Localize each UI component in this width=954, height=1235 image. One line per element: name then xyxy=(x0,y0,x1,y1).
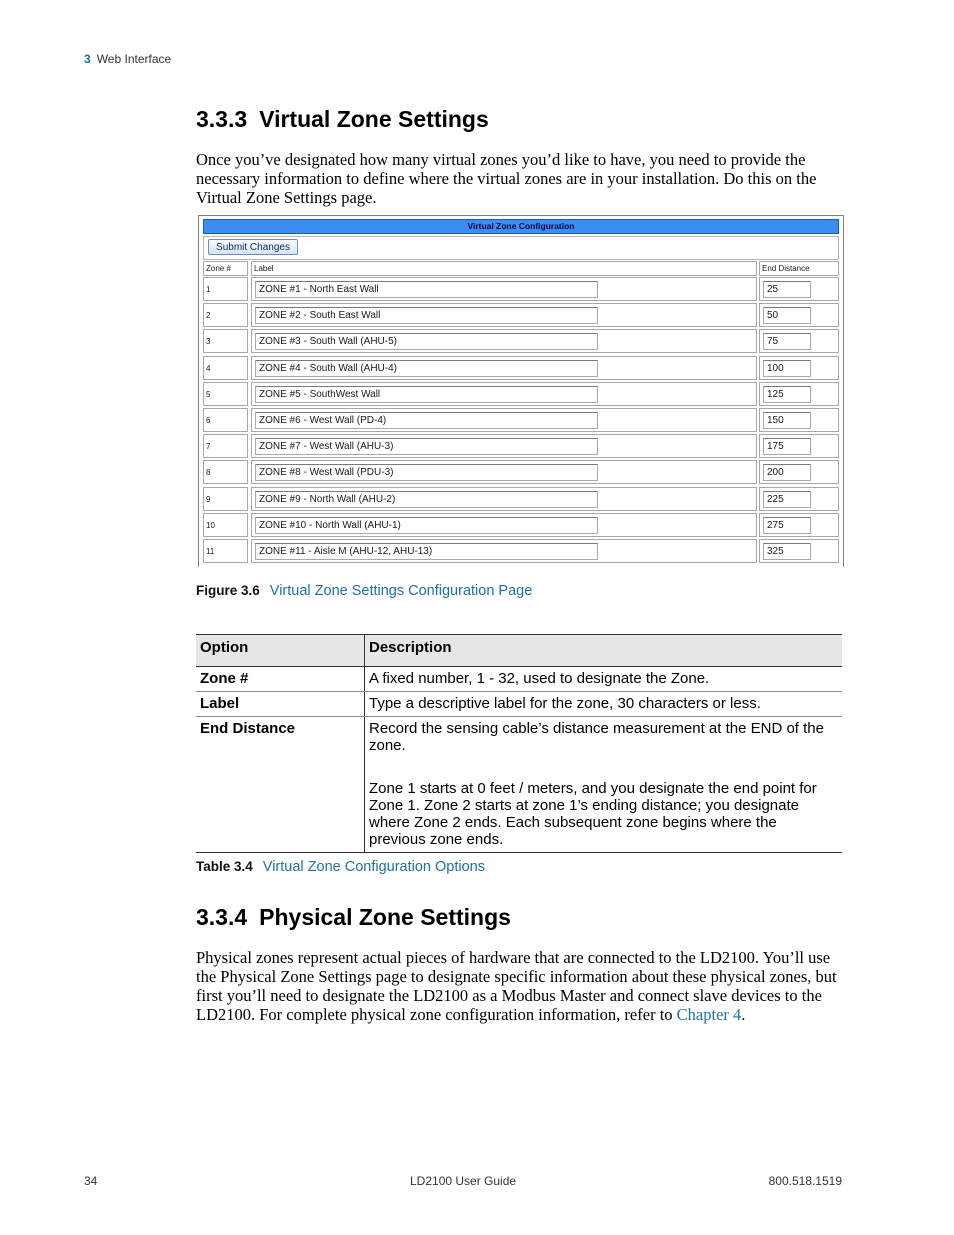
zone-label-input[interactable]: ZONE #11 - Aisle M (AHU-12, AHU-13) xyxy=(255,543,598,560)
running-header xyxy=(84,52,171,66)
header-description: Description xyxy=(365,635,843,667)
end-distance-input[interactable]: 325 xyxy=(763,543,811,560)
section-title: Virtual Zone Settings xyxy=(259,106,489,132)
end-distance-cell xyxy=(759,513,839,537)
header-option: Option xyxy=(196,635,365,667)
table-caption xyxy=(196,859,485,875)
end-distance-input[interactable]: 25 xyxy=(763,281,811,298)
end-distance-input[interactable]: 100 xyxy=(763,360,811,377)
zone-number-cell xyxy=(203,329,248,353)
submit-changes-button[interactable]: Submit Changes xyxy=(208,239,298,255)
end-distance-cell xyxy=(759,356,839,380)
zone-label-cell xyxy=(251,539,757,563)
col-header-zone: Zone # xyxy=(203,261,248,276)
figure-title: Virtual Zone Settings Configuration Page xyxy=(269,583,533,599)
zone-label-input[interactable]: ZONE #6 - West Wall (PD-4) xyxy=(255,412,598,429)
zone-number-cell xyxy=(203,408,248,432)
col-header-end-distance: End Distance xyxy=(759,261,839,276)
option-cell: Zone # xyxy=(196,667,365,692)
zone-number-cell xyxy=(203,382,248,406)
zone-label-cell xyxy=(251,356,757,380)
chapter-4-link[interactable]: Chapter 4 xyxy=(676,1005,742,1024)
zone-label-cell xyxy=(251,487,757,511)
zone-number: 7 xyxy=(206,442,211,452)
end-distance-cell xyxy=(759,382,839,406)
option-cell: End Distance xyxy=(196,717,365,853)
figure-caption xyxy=(196,583,532,599)
options-table-header xyxy=(196,635,842,667)
section-title: Physical Zone Settings xyxy=(259,904,511,930)
zone-label-cell xyxy=(251,408,757,432)
end-distance-input[interactable]: 125 xyxy=(763,386,811,403)
zone-number-cell xyxy=(203,539,248,563)
virtual-zone-config-screenshot xyxy=(198,215,844,567)
chapter-number: 3 xyxy=(84,52,91,66)
zone-number-cell xyxy=(203,303,248,327)
zone-number: 6 xyxy=(206,416,211,425)
zone-number: 10 xyxy=(206,520,215,530)
footer-phone: 800.518.1519 xyxy=(768,1174,842,1188)
zone-label-cell xyxy=(251,513,757,537)
zone-number-cell xyxy=(203,434,248,458)
end-distance-cell xyxy=(759,434,839,458)
zone-label-input[interactable]: ZONE #4 - South Wall (AHU-4) xyxy=(255,360,598,377)
zone-label-input[interactable]: ZONE #3 - South Wall (AHU-5) xyxy=(255,333,598,350)
zone-label-input[interactable]: ZONE #2 - South East Wall xyxy=(255,307,598,324)
end-distance-input[interactable]: 150 xyxy=(763,412,811,429)
section-heading-virtual-zone xyxy=(196,106,489,133)
zone-label-input[interactable]: ZONE #9 - North Wall (AHU-2) xyxy=(255,491,598,508)
zone-label-input[interactable]: ZONE #5 - SouthWest Wall xyxy=(255,386,598,403)
zone-number-cell xyxy=(203,356,248,380)
col-header-label: Label xyxy=(251,261,757,276)
footer-page-number: 34 xyxy=(84,1174,98,1188)
end-distance-cell xyxy=(759,329,839,353)
zone-number: 1 xyxy=(206,285,211,294)
end-distance-input[interactable]: 275 xyxy=(763,517,811,534)
zone-label-input[interactable]: ZONE #10 - North Wall (AHU-1) xyxy=(255,517,598,534)
toolbar-row xyxy=(203,236,839,260)
end-distance-input[interactable]: 75 xyxy=(763,333,811,350)
table-row xyxy=(196,692,842,717)
end-distance-cell xyxy=(759,303,839,327)
chapter-title: Web Interface xyxy=(96,52,172,66)
description-cell xyxy=(365,667,843,692)
figure-label: Figure 3.6 xyxy=(196,583,260,598)
zone-number: 8 xyxy=(206,468,211,478)
description-cell xyxy=(365,717,843,853)
zone-number-cell xyxy=(203,460,248,484)
zone-label-cell xyxy=(251,460,757,484)
zone-number: 3 xyxy=(206,337,211,347)
zone-number: 4 xyxy=(206,363,211,373)
description-text: Type a descriptive label for the zone, 30 characters or less. xyxy=(369,695,761,712)
end-distance-cell xyxy=(759,460,839,484)
config-title-bar: Virtual Zone Configuration xyxy=(203,219,839,234)
description-cell xyxy=(365,692,843,717)
paragraph-text: Physical zones represent actual pieces of hardware that are connected to the LD2100. You’ll use the Physical Zone Settings page to designate specific information about these physical zones, but first you’ll need to designate the LD2100 as a Modbus Master and connect slave devices to the LD2100. For complete physical zone configuration information, refer to xyxy=(196,948,837,1024)
zone-number-cell xyxy=(203,487,248,511)
table-title: Virtual Zone Configuration Options xyxy=(262,859,485,875)
zone-number: 11 xyxy=(206,547,215,556)
section-number: 3.3.3 xyxy=(196,106,248,132)
description-text: A fixed number, 1 - 32, used to designate the Zone. xyxy=(369,670,710,687)
zone-number: 5 xyxy=(206,389,211,399)
end-distance-cell xyxy=(759,487,839,511)
zone-label-cell xyxy=(251,303,757,327)
options-table xyxy=(196,634,842,853)
zone-number: 2 xyxy=(206,311,211,321)
footer-doc-title: LD2100 User Guide xyxy=(410,1174,517,1188)
zone-label-cell xyxy=(251,382,757,406)
end-distance-input[interactable]: 200 xyxy=(763,464,811,481)
zone-label-cell xyxy=(251,434,757,458)
end-distance-input[interactable]: 175 xyxy=(763,438,811,455)
end-distance-input[interactable]: 225 xyxy=(763,491,811,508)
table-label: Table 3.4 xyxy=(196,859,253,874)
zone-label-input[interactable]: ZONE #8 - West Wall (PDU-3) xyxy=(255,464,598,481)
section-heading-physical-zone xyxy=(196,904,511,931)
zone-number: 9 xyxy=(206,494,211,504)
description-text: Record the sensing cable’s distance measurement at the END of the zone. xyxy=(369,720,824,754)
zone-number-cell xyxy=(203,513,248,537)
physical-zone-paragraph xyxy=(196,948,844,1024)
end-distance-input[interactable]: 50 xyxy=(763,307,811,324)
end-distance-cell xyxy=(759,408,839,432)
option-cell: Label xyxy=(196,692,365,717)
zone-label-cell xyxy=(251,329,757,353)
zone-label-input[interactable]: ZONE #7 - West Wall (AHU-3) xyxy=(255,438,598,455)
description-text: Zone 1 starts at 0 feet / meters, and you designate the end point for Zone 1. Zone 2 starts at zone 1’s ending distance; you designate where Zone 2 ends. Each subsequent zone begins where the previous zone ends. xyxy=(369,780,817,848)
zone-label-cell xyxy=(251,277,757,301)
section-number: 3.3.4 xyxy=(196,904,248,930)
table-row xyxy=(196,667,842,692)
table-row xyxy=(196,717,842,853)
end-distance-cell xyxy=(759,277,839,301)
end-distance-cell xyxy=(759,539,839,563)
zone-label-input[interactable]: ZONE #1 - North East Wall xyxy=(255,281,598,298)
zone-number-cell xyxy=(203,277,248,301)
section-intro-paragraph: Once you’ve designated how many virtual zones you’d like to have, you need to provide the necessary information to define where the virtual zones are in your installation. Do this on the Virtual Zone Settings page. xyxy=(196,150,817,207)
paragraph-end: . xyxy=(741,1005,746,1024)
